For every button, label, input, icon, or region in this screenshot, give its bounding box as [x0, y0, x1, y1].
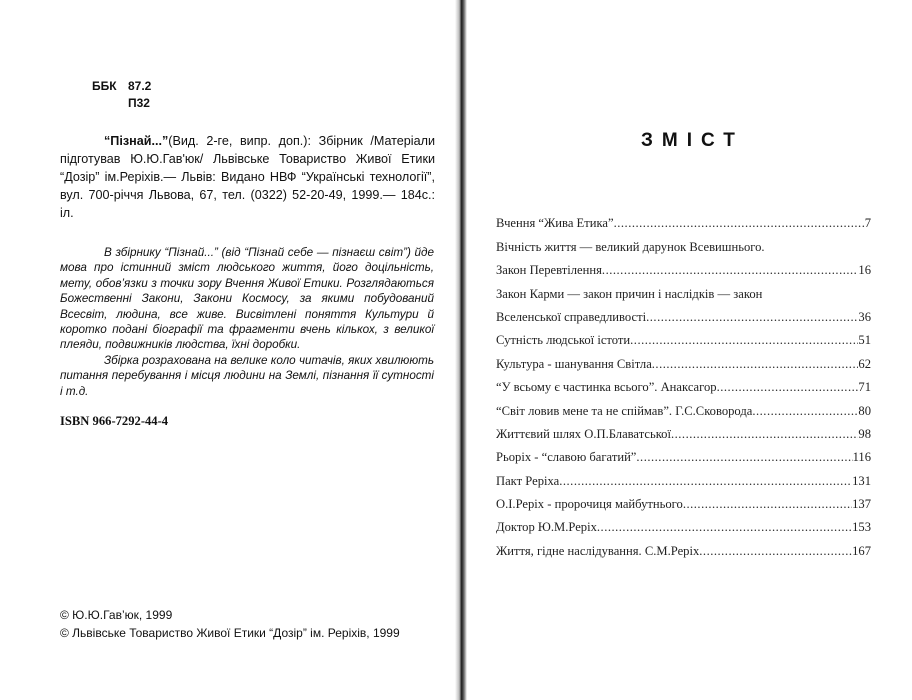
- left-page: [0, 0, 455, 700]
- copyright-block: [60, 606, 400, 642]
- catalog-codes: [92, 78, 151, 112]
- toc-page-number: 80: [858, 403, 871, 418]
- toc-entry-title: “У всьому є частинка всього”. Анаксагор: [496, 380, 717, 395]
- toc-entry: [496, 512, 871, 535]
- toc-entry: [496, 489, 871, 512]
- abstract-paragraph: В збірнику “Пізнай...” (від “Пізнай себе — пізнаєш світ”) йде мова про істинний зміст людського життя, його доцільність, мету, обов’язки з точки зору Вчення Живої Етики. Розглядаються Божественні Закони, Закони Космосу, за якими побудований Всесвіт, людина, все живе. Висвітлені поняття Культури й коротко подані біографії та фрагменти вчень кількох, з великої плеяди, подвижників людства, їхні доробки.: [60, 246, 434, 352]
- index-code: П32: [128, 96, 150, 110]
- toc-page-number: 98: [858, 426, 871, 441]
- bbk-code: 87.2: [128, 79, 152, 93]
- toc-dot-leader: [630, 332, 858, 348]
- toc-page-number: 62: [858, 356, 871, 371]
- copyright-line: © Львівське Товариство Живої Етики “Дозір” ім. Реріхів, 1999: [60, 626, 400, 640]
- bibliographic-details: (Вид. 2-ге, випр. доп.): Збірник /Матеріали підготував Ю.Ю.Гав'юк/ Львівське Товариство Живої Етики “Дозір” ім.Реріхів.— Львів: Видано НВФ “Українські технології”, вул. 700-річчя Львова, 67, тел. (0322) 52-20-49, 1999.— 184с.: іл.: [60, 134, 435, 220]
- toc-page-number: 71: [858, 380, 871, 395]
- toc-entry-title: Закон Карми — закон причин і наслідків — закон: [496, 286, 763, 301]
- toc-entry-title: Вчення “Жива Етика”: [496, 216, 614, 231]
- toc-dot-leader: [614, 215, 865, 231]
- toc-entry-title: Життя, гідне наслідування. С.М.Реріх: [496, 543, 700, 558]
- toc-entry-title: Вселенської справедливості: [496, 309, 647, 324]
- toc-dot-leader: [752, 403, 858, 419]
- toc-entry: [496, 278, 871, 301]
- toc-dot-leader: [597, 519, 852, 535]
- toc-entry: [496, 372, 871, 395]
- toc-entry: [496, 465, 871, 488]
- toc-dot-leader: [636, 449, 852, 465]
- isbn: ISBN 966-7292-44-4: [60, 414, 169, 428]
- toc-dot-leader: [559, 473, 852, 489]
- toc-entry: [496, 535, 871, 558]
- abstract-paragraph: Збірка розрахована на велике коло читачів, яких хвилюють питання перебування і місця людини на Землі, пізнання її сутності і т.д.: [60, 353, 434, 398]
- toc-entry-title: Життєвий шлях О.П.Блаватської: [496, 426, 671, 441]
- toc-dot-leader: [699, 543, 852, 559]
- toc-page-number: 167: [852, 543, 871, 558]
- toc-entry: [496, 419, 871, 442]
- toc-entry-title: Вічність життя — великий дарунок Всевишнього.: [496, 239, 765, 254]
- toc-entry: [496, 325, 871, 348]
- toc-page-number: 116: [852, 450, 871, 465]
- toc-dot-leader: [671, 426, 858, 442]
- copyright-line: © Ю.Ю.Гав’юк, 1999: [60, 608, 173, 622]
- toc-title: ЗМІСТ: [641, 130, 744, 151]
- toc-entry: [496, 255, 871, 278]
- toc-entry-title: Закон Перевтілення: [496, 263, 602, 278]
- toc-page-number: 153: [852, 520, 871, 535]
- toc-dot-leader: [717, 379, 859, 395]
- toc-entry-title: Культура - шанування Світла: [496, 356, 652, 371]
- toc-entry: [496, 302, 871, 325]
- toc-entry: [496, 231, 871, 254]
- toc-dot-leader: [602, 262, 858, 278]
- bbk-label: ББК: [92, 79, 117, 93]
- toc-page-number: 51: [858, 333, 871, 348]
- toc-page-number: 131: [852, 473, 871, 488]
- toc-entry: [496, 208, 871, 231]
- toc-entry: [496, 442, 871, 465]
- book-title: “Пізнай...”: [104, 134, 169, 148]
- toc-entry-title: О.І.Реріх - пророчиця майбутнього: [496, 497, 683, 512]
- abstract: [60, 245, 434, 399]
- toc-entry: [496, 348, 871, 371]
- book-spine: [455, 0, 467, 700]
- toc-page-number: 16: [858, 263, 871, 278]
- toc-dot-leader: [683, 496, 852, 512]
- toc-entry-title: Рьоріх - “славою багатий”: [496, 450, 637, 465]
- table-of-contents: [496, 208, 871, 559]
- toc-entry-title: “Світ ловив мене та не спіймав”. Г.С.Сковорода: [496, 403, 753, 418]
- toc-dot-leader: [652, 356, 859, 372]
- toc-page-number: 36: [858, 309, 871, 324]
- toc-dot-leader: [646, 309, 858, 325]
- toc-entry-title: Пакт Реріха: [496, 473, 560, 488]
- toc-page-number: 7: [864, 216, 871, 231]
- bibliographic-record: [60, 132, 435, 222]
- toc-entry: [496, 395, 871, 418]
- toc-page-number: 137: [852, 497, 871, 512]
- toc-entry-title: Сутність людської істоти: [496, 333, 631, 348]
- toc-entry-title: Доктор Ю.М.Реріх: [496, 520, 597, 535]
